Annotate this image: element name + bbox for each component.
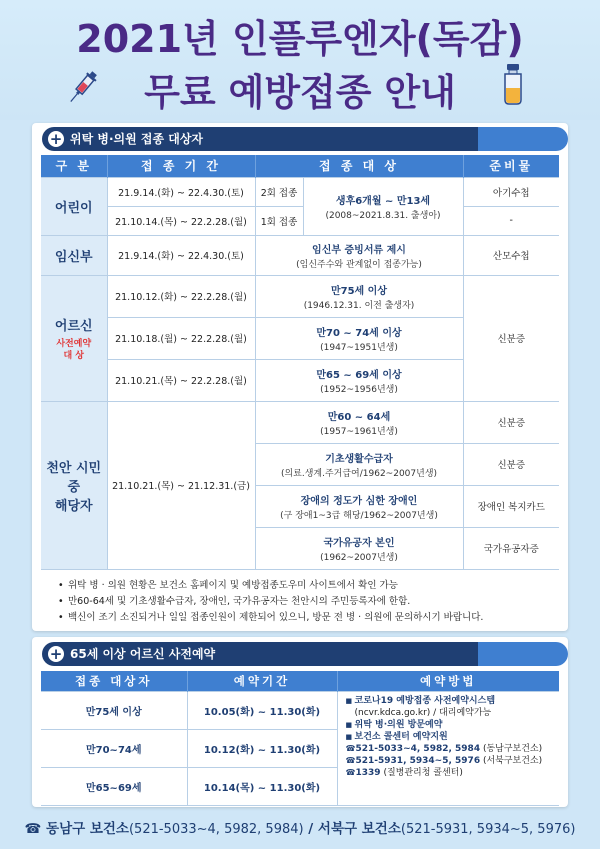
preregistration-panel bbox=[32, 637, 568, 807]
prep-cell: - bbox=[463, 206, 559, 235]
dose-cell: 1회 접종 bbox=[255, 206, 303, 235]
column-header: 예약방법 bbox=[337, 671, 559, 691]
table-row bbox=[41, 235, 559, 275]
target-main: 만60 ~ 64세 bbox=[327, 411, 391, 423]
target-cell bbox=[255, 359, 463, 401]
table-row bbox=[41, 177, 559, 206]
section-title: 65세 이상 어르신 사전예약 bbox=[70, 647, 216, 661]
section-title: 위탁 병·의원 접종 대상자 bbox=[70, 132, 204, 146]
prep-cell: 신분증 bbox=[463, 401, 559, 443]
target-main: 만65 ~ 69세 이상 bbox=[316, 369, 402, 381]
phone-desc: (질병관리청 콜센터) bbox=[383, 767, 463, 778]
period-cell: 21.10.12.(화) ~ 22.2.28.(월) bbox=[107, 275, 255, 317]
vaccine-vial-icon bbox=[496, 62, 530, 106]
target-sub: (구 장애1~3급 해당/1962~2007년생) bbox=[280, 510, 438, 521]
target-main: 생후6개월 ~ 만13세 bbox=[335, 195, 431, 207]
target-sub: (1946.12.31. 이전 출생자) bbox=[303, 300, 415, 311]
seobuk-label: 서북구 보건소 bbox=[317, 821, 401, 837]
preregistration-table bbox=[41, 671, 559, 806]
note-item: • 백신이 조기 소진되거나 일일 접종인원이 제한되어 있으니, 방문 전 병 · 의원에 문의하시기 바랍니다. bbox=[58, 610, 558, 626]
method-item: ■ 보건소 콜센터 예약지원 bbox=[346, 731, 560, 743]
page-title: 2021년 인플루엔자(독감) bbox=[76, 17, 524, 61]
contract-clinic-table bbox=[41, 155, 559, 570]
period-cell: 21.10.18.(월) ~ 22.2.28.(월) bbox=[107, 317, 255, 359]
phone-line bbox=[346, 755, 560, 767]
target-cell bbox=[255, 485, 463, 527]
dongnam-label: 동남구 보건소 bbox=[46, 821, 129, 837]
table-row bbox=[41, 275, 559, 317]
target-sub: (1947~1951년생) bbox=[320, 342, 398, 353]
period-cell: 21.10.21.(목) ~ 21.12.31.(금) bbox=[107, 401, 255, 569]
phone-desc: (동남구보건소) bbox=[482, 743, 543, 754]
prep-cell: 산모수첩 bbox=[463, 235, 559, 275]
target-cell bbox=[255, 235, 463, 275]
phone-number: 1339 bbox=[355, 767, 381, 778]
column-header: 준비물 bbox=[463, 155, 559, 177]
phone-icon: ☎ bbox=[24, 821, 47, 837]
prep-cell: 신분증 bbox=[463, 443, 559, 485]
column-header: 구 분 bbox=[41, 155, 107, 177]
category-cheonan: 천안 시민 중 해당자 bbox=[41, 401, 107, 569]
page-subtitle: 무료 예방접종 안내 bbox=[144, 71, 456, 114]
table-header-row bbox=[41, 155, 559, 177]
target-main: 임신부 증빙서류 제시 bbox=[312, 244, 406, 256]
target-main: 만75세 이상 bbox=[330, 285, 388, 297]
target-main: 국가유공자 본인 bbox=[323, 537, 395, 549]
target-main: 만70 ~ 74세 이상 bbox=[316, 327, 402, 339]
target-cell: 만70~74세 bbox=[41, 729, 187, 767]
target-cell bbox=[255, 275, 463, 317]
table-row bbox=[41, 401, 559, 443]
table-header-row bbox=[41, 671, 559, 691]
period-cell: 21.9.14.(화) ~ 22.4.30.(토) bbox=[107, 177, 255, 206]
note-item: • 만60-64세 및 기초생활수급자, 장애인, 국가유공자는 천안시의 주민등록자에 한함. bbox=[58, 594, 558, 610]
target-cell bbox=[303, 177, 463, 235]
target-sub: (1962~2007년생) bbox=[320, 552, 398, 563]
method-sub: (ncvr.kdca.go.kr) / 대리예약가능 bbox=[354, 707, 492, 718]
target-sub: (1952~1956년생) bbox=[320, 384, 398, 395]
target-cell bbox=[255, 317, 463, 359]
plus-icon: + bbox=[49, 130, 63, 148]
phone-number: 521-5033~4, 5982, 5984 bbox=[355, 743, 481, 754]
phone-line bbox=[346, 767, 560, 779]
section-header-preregistration bbox=[42, 642, 564, 666]
dongnam-phone: (521-5033~4, 5982, 5984) bbox=[128, 822, 304, 837]
method-cell bbox=[337, 691, 559, 805]
footer-separator: / bbox=[303, 821, 318, 837]
note-item: • 위탁 병 · 의원 현황은 보건소 홈페이지 및 예방접종도우미 사이트에서 확인 가능 bbox=[58, 578, 558, 594]
target-cell bbox=[255, 443, 463, 485]
preregistration-note: 사전예약 대 상 bbox=[56, 338, 92, 361]
table-row bbox=[41, 691, 559, 729]
target-sub: (2008~2021.8.31. 출생아) bbox=[325, 210, 441, 221]
method-item: ■ 코로나19 예방접종 사전예약시스템 bbox=[346, 695, 560, 707]
footer-contacts bbox=[0, 812, 600, 849]
category-elderly: 어르신 사전예약 대 상 bbox=[41, 275, 107, 401]
section-header-contract-clinic bbox=[42, 127, 564, 151]
target-sub: (1957~1961년생) bbox=[320, 426, 398, 437]
target-cell bbox=[255, 527, 463, 569]
target-cell: 만65~69세 bbox=[41, 767, 187, 805]
period-cell: 21.10.21.(목) ~ 22.2.28.(월) bbox=[107, 359, 255, 401]
column-header: 접 종 대 상 bbox=[255, 155, 463, 177]
method-item: ■ 위탁 병·의원 방문예약 bbox=[346, 719, 560, 731]
period-cell: 10.05(화) ~ 11.30(화) bbox=[187, 691, 337, 729]
period-cell: 10.14(목) ~ 11.30(화) bbox=[187, 767, 337, 805]
prep-cell: 신분증 bbox=[463, 275, 559, 401]
header-cap bbox=[478, 642, 568, 666]
plus-icon: + bbox=[49, 645, 63, 663]
prep-cell: 장애인 복지카드 bbox=[463, 485, 559, 527]
phone-line bbox=[346, 743, 560, 755]
prep-cell: 아기수첩 bbox=[463, 177, 559, 206]
category-children: 어린이 bbox=[41, 177, 107, 235]
column-header: 접 종 기 간 bbox=[107, 155, 255, 177]
target-main: 장애의 정도가 심한 장애인 bbox=[300, 495, 418, 507]
category-pregnant: 임신부 bbox=[41, 235, 107, 275]
phone-desc: (서북구보건소) bbox=[482, 755, 543, 766]
target-main: 기초생활수급자 bbox=[325, 453, 393, 465]
target-sub: (의료.생계.주거급여/1962~2007년생) bbox=[280, 468, 438, 479]
seobuk-phone: (521-5931, 5934~5, 5976) bbox=[400, 822, 576, 837]
notes-list bbox=[58, 578, 558, 626]
period-cell: 10.12(화) ~ 11.30(화) bbox=[187, 729, 337, 767]
dose-cell: 2회 접종 bbox=[255, 177, 303, 206]
contract-clinic-panel bbox=[32, 123, 568, 631]
column-header: 접종 대상자 bbox=[41, 671, 187, 691]
target-cell: 만75세 이상 bbox=[41, 691, 187, 729]
column-header: 예약기간 bbox=[187, 671, 337, 691]
target-sub: (임신주수와 관계없이 접종가능) bbox=[296, 259, 422, 270]
table-row bbox=[41, 206, 559, 235]
prep-cell: 국가유공자증 bbox=[463, 527, 559, 569]
target-cell bbox=[255, 401, 463, 443]
header-cap bbox=[478, 127, 568, 151]
phone-number: 521-5931, 5934~5, 5976 bbox=[355, 755, 481, 766]
period-cell: 21.9.14.(화) ~ 22.4.30.(토) bbox=[107, 235, 255, 275]
period-cell: 21.10.14.(목) ~ 22.2.28.(월) bbox=[107, 206, 255, 235]
